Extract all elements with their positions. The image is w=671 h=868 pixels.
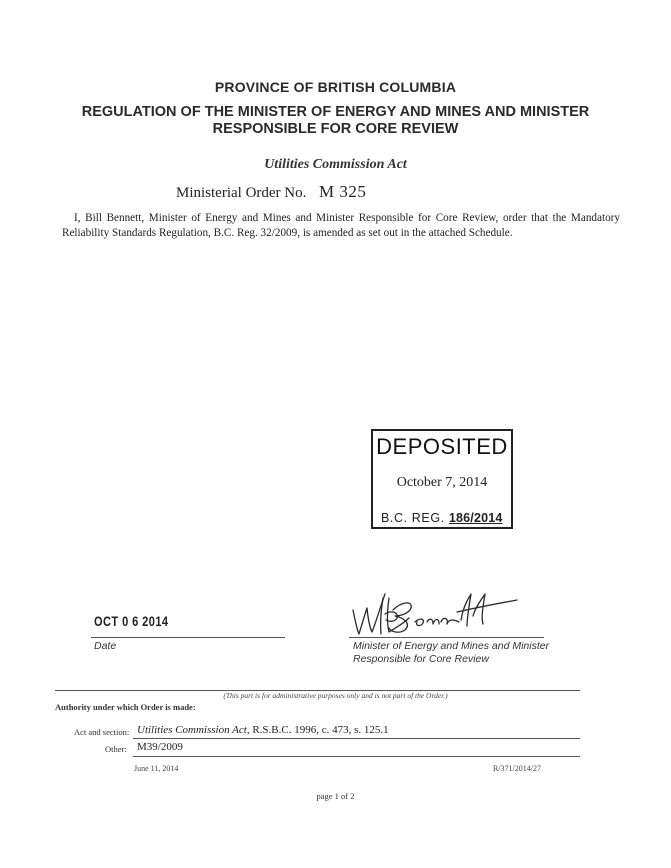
- page-number: page 1 of 2: [316, 791, 355, 801]
- stamp-reg-number: 186/2014: [448, 511, 503, 525]
- stamp-registration: [381, 511, 503, 525]
- deposited-stamp: [371, 429, 513, 529]
- date-line: [91, 637, 285, 638]
- act-section-act-name: Utilities Commission Act: [137, 724, 247, 736]
- footer-reference: R/371/2014/27: [493, 764, 542, 773]
- signature-line: [349, 637, 544, 638]
- stamp-reg-prefix: B.C. REG.: [381, 511, 445, 525]
- admin-note: (This part is for administrative purposes only and is not part of the Order.): [223, 691, 448, 700]
- authority-heading: Authority under which Order is made:: [55, 702, 196, 712]
- province-heading: PROVINCE OF BRITISH COLUMBIA: [214, 79, 457, 95]
- other-rule: [133, 756, 580, 757]
- act-section-value: [137, 724, 389, 736]
- date-label: Date: [94, 640, 117, 652]
- other-label: Other:: [105, 744, 127, 754]
- act-name: Utilities Commission Act: [264, 157, 407, 172]
- footer-date: June 11, 2014: [134, 764, 179, 773]
- order-body: I, Bill Bennett, Minister of Energy and Mines and Minister Responsible for Core Review, order that the Mandatory Reliability Standards Regulation, B.C. Reg. 32/2009, is amended as set out in the attached Schedule.: [62, 212, 620, 239]
- signature: [345, 588, 525, 640]
- other-value: M39/2009: [137, 741, 183, 753]
- act-section-citation: , R.S.B.C. 1996, c. 473, s. 125.1: [246, 724, 389, 736]
- ministerial-order-label: Ministerial Order No.: [176, 185, 307, 201]
- ministerial-order-number: M 325: [319, 182, 367, 201]
- signatory-title: Minister of Energy and Mines and Minister Responsible for Core Review: [353, 640, 550, 665]
- date-stamp: OCT 0 6 2014: [94, 614, 169, 629]
- stamp-title: DEPOSITED: [376, 434, 508, 459]
- regulation-title: REGULATION OF THE MINISTER OF ENERGY AND MINES AND MINISTER RESPONSIBLE FOR CORE REVIEW: [81, 104, 590, 137]
- act-section-rule: [133, 738, 580, 739]
- act-section-label: Act and section:: [74, 727, 130, 737]
- stamp-date: October 7, 2014: [396, 475, 488, 490]
